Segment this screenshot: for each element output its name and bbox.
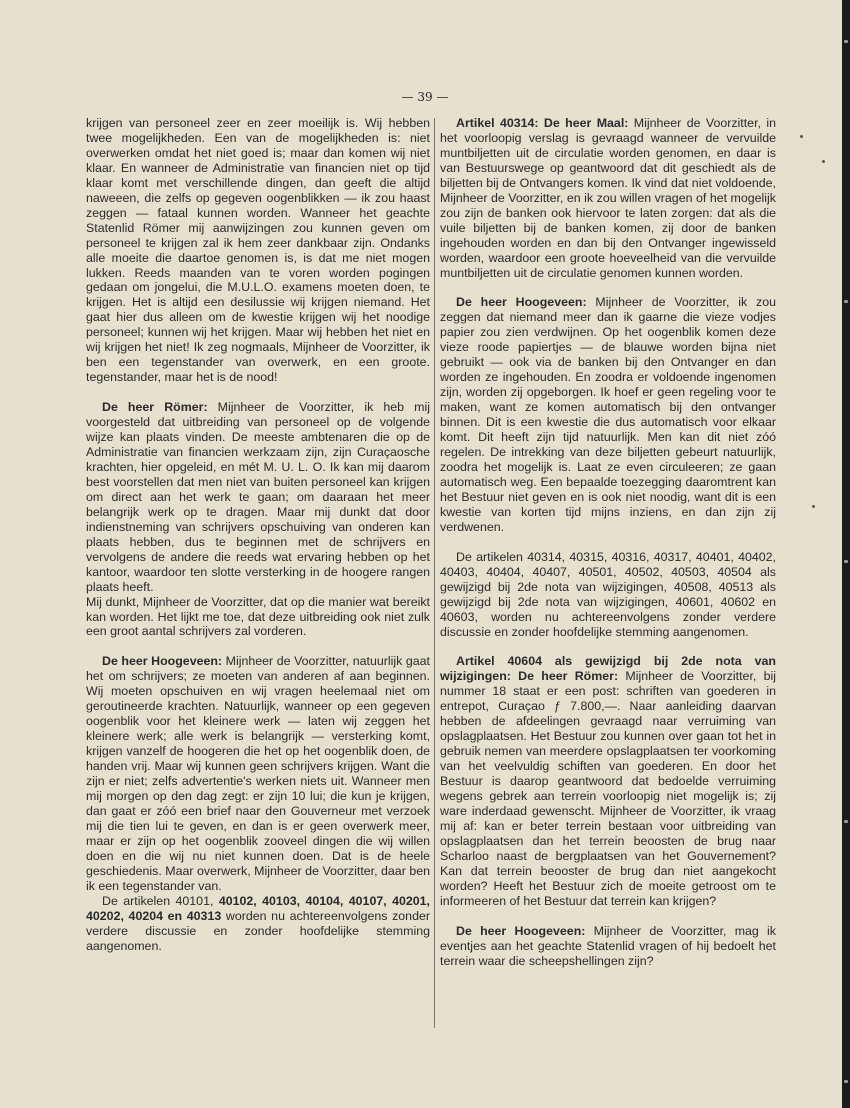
- film-perforation: [844, 1080, 848, 1083]
- column-divider: [434, 118, 435, 1028]
- film-perforation: [844, 300, 848, 303]
- speech-text: Mijnheer de Voorzitter, mag ik eventjes aan het geachte Statenlid vragen of hij bedoelt het terrein waar die scheepshellingen zijn?: [440, 923, 776, 968]
- scan-right-border: [842, 0, 850, 1108]
- speech-text: Mijnheer de Voorzitter, ik heb mij voorgesteld dat uitbreiding van personeel op de volgende wijze kan plaats vinden. De meeste ambtenaren die op de Administratie van financien werkzaam zijn, zijn Curaçaosche krachten, hier opgeleid, en mét M. U. L. O. Ik kan mij daarom best voorstellen dat men niet van buiten personeel kan krijgen om direct aan het werk te gaan; om daaraan het meer belangrijk werk op te dragen. Maar mij dunkt dat door indienstneming van schrijvers opschuiving van onderen kan plaats hebben, dus te beginnen met de schrijvers en vervolgens de andere die reeds wat ervaring hebben op het kantoor, waardoor ten slotte versterking in de hoogere rangen plaats heeft.: [86, 400, 430, 594]
- artikelen-numbers: 40102, 40103, 40104, 40107, 40201, 40202, 40204 en 40313: [86, 893, 430, 923]
- paragraph-romer-1b: Mij dunkt, Mijnheer de Voorzitter, dat op die manier wat bereikt kan worden. Het lijkt me toe, dat deze uitbreiding ook niet zulk een groot aantal schrijvers zal vorderen.: [86, 594, 430, 639]
- right-column: [440, 116, 776, 969]
- paragraph-hoogeveen-3: [440, 924, 776, 969]
- paragraph-romer-1: [86, 400, 430, 594]
- film-perforation: [844, 820, 848, 823]
- scan-speck: [812, 505, 815, 508]
- speaker-label: De heer Hoogeveen:: [102, 654, 223, 669]
- scan-speck: [822, 160, 825, 163]
- page-number: — 39 —: [401, 90, 449, 104]
- article-heading: Artikel 40604 als gewijzigd bij 2de nota van wijzigingen: De heer Römer:: [440, 654, 776, 684]
- speech-text: Mijnheer de Voorzitter, ik zou zeggen dat niemand meer dan ik gaarne die vieze vodjes papier zou zien verdwijnen. Op het oogenblik komen deze vieze roode papiertjes — de blauwe worden bijna niet gebruikt — ook via de banken bij den Ontvanger en dan worden ze ingehouden. En zoodra er voldoende ingenomen zijn, worden zij opgeborgen. Ik hoef er geen regeling voor te maken, want ze komen automatisch bij den ontvanger binnen. Dit is een kwestie die dus automatisch voor elkaar komt. Dit heeft zijn tijd natuurlijk. Men kan dit niet zóó regelen. De intrekking van deze biljetten gebeurt natuurlijk, zoodra het mogelijk is. Laat ze even circuleeren; ze gaan automatisch weg. Een bepaalde toezegging daaromtrent kan het Bestuur niet geven en is ook niet noodig, want dit is een kwestie van korten tijd mijns inziens, en dan zijn zij verdwenen.: [440, 295, 776, 534]
- artikelen-text: worden nu achtereenvolgens zonder verdere discussie en zonder hoofdelijke stemming aangenomen.: [86, 908, 430, 953]
- speech-text: Mijnheer de Voorzitter, bij nummer 18 staat er een post: schriften van goederen in entrepot, Curaçao ƒ 7.800,—. Naar aanleiding daarvan hebben de afdeelingen gevraagd naar verruiming van opslagplaatsen. Het Bestuur zou kunnen over gaan tot het in gebruik nemen van meerdere opslagplaatsen ter voorkoming van het veelvuldig schiften van goederen. En door het Bestuur is daarop geantwoord dat bedoelde verruiming wegens gebrek aan terrein voorloopig niet mogelijk is; zij ware inderdaad gewenscht. Mijnheer de Voorzitter, ik vraag mij af: kan er beter terrein bestaan voor uitbreiding van opslagplaatsen dan het terrein beoosten de brug naar Scharloo naast de bergplaatsen van het Gouvernement? Kan dat terrein beooster de brug dan niet aangekocht worden? Heeft het Bestuur zich de moeite getroost om te informeeren of het Bestuur dat terrein kan krijgen?: [440, 669, 776, 908]
- paragraph-hoogeveen-2: [440, 295, 776, 534]
- film-perforation: [844, 560, 848, 563]
- speaker-label: De heer Hoogeveen:: [456, 295, 587, 310]
- paragraph-artikelen-1: [86, 894, 430, 954]
- film-perforation: [844, 40, 848, 43]
- paragraph-artikel-40604: [440, 654, 776, 908]
- paragraph-artikel-40314: [440, 116, 776, 280]
- paragraph-artikelen-2: De artikelen 40314, 40315, 40316, 40317, 40401, 40402, 40403, 40404, 40407, 40501, 40502, 40503, 40504 als gewijzigd bij 2de nota van wijzigingen, 40508, 40513 als gewijzigd bij 2de nota van wijzigingen, 40601, 40602 en 40603, worden nu achtereenvolgens zonder verdere discussie en zonder hoofdelijke stemming aangenomen.: [440, 549, 776, 639]
- speech-text: Mijnheer de Voorzitter, natuurlijk gaat het om schrijvers; ze moeten van anderen af aan beginnen. Wij moeten opschuiven en wij vragen heelemaal niet om geroutineerde krachten. Natuurlijk, wanneer op een gegeven oogenblik voor het kleinere werk — laten wij zeggen het kleinere werk; alle werk is belangrijk — versterking komt, krijgen vanzelf de hoogeren die het op het oogenblik doen, de handen vrij. Maar wij kunnen geen schrijvers krijgen. Want die zijn er niet; zelfs advertentie's werken niets uit. Wanneer men mij morgen op den dag zegt: er zijn 10 lui; die kun je krijgen, dan gaat er zóó een brief naar den Gouverneur met verzoek mij die tien lui te geven, en dan is er geen overwerk meer, maar er zijn op het oogenblik zooveel dingen die wij willen doen en die wij nu niet kunnen doen. Dat is de heele geschiedenis. Maar overwerk, Mijnheer de Voorzitter, daar ben ik een tegenstander van.: [86, 654, 430, 893]
- paragraph-overwerk: krijgen van personeel zeer en zeer moeilijk is. Wij hebben twee mogelijkheden. Een van de mogelijkheden is: niet overwerken omdat het niet goed is; maar dan komen wij niet klaar. En wanneer de Administratie van financien niet op tijd klaar komt met verschillende dingen, dan geeft die altijd naweeen, die zelfs op gegeven oogenblikken — ik zou haast zeggen — fataal kunnen worden. Wanneer het geachte Statenlid Römer mij aanwijzingen zou kunnen geven om personeel te krijgen zal ik hem zeer dankbaar zijn. Ondanks alle moeite die daartoe genomen is, is dat me niet mogen lukken. Reeds maanden van te voren worden pogingen gedaan om jongelui, die M.U.L.O. examens moeten doen, te krijgen. Het is altijd een desilussie wij krijgen niemand. Het gaat hier dus alleen om de kwestie krijgen wij het noodige personeel; kunnen wij het krijgen. Maar wij hebben het niet en wij krijgen het niet! Ik zeg nogmaals, Mijnheer de Voorzitter, ik ben een tegenstander van overwerk, en een groote. tegenstander, maar het is de nood!: [86, 116, 430, 385]
- paragraph-hoogeveen-1: [86, 654, 430, 893]
- speaker-label: De heer Hoogeveen:: [456, 923, 586, 938]
- scan-speck: [800, 135, 803, 138]
- left-column: [86, 116, 430, 953]
- article-heading: Artikel 40314: De heer Maal:: [456, 116, 629, 130]
- artikelen-text: De artikelen 40101,: [102, 893, 219, 908]
- speaker-label: De heer Römer:: [102, 400, 208, 415]
- speech-text: Mijnheer de Voorzitter, in het voorloopig verslag is gevraagd wanneer de vervuilde muntbiljetten uit de circulatie worden genomen, en daar is van Bestuurswege op geantwoord dat dit geschiedt als de biljetten bij de Ontvangers komen. Ik vind dat niet voldoende, Mijnheer de Voorzitter, en ik zou willen vragen of het mogelijk zou zijn de banken ook hiervoor te laten zorgen: dat als die vuile biljetten bij de banken komen, zij door de banken ingehouden worden en dan bij den Ontvanger ingewisseld worden, waardoor een groote hoeveelheid van die vervuilde muntbiljetten uit de circulatie genomen kunnen worden.: [440, 116, 776, 280]
